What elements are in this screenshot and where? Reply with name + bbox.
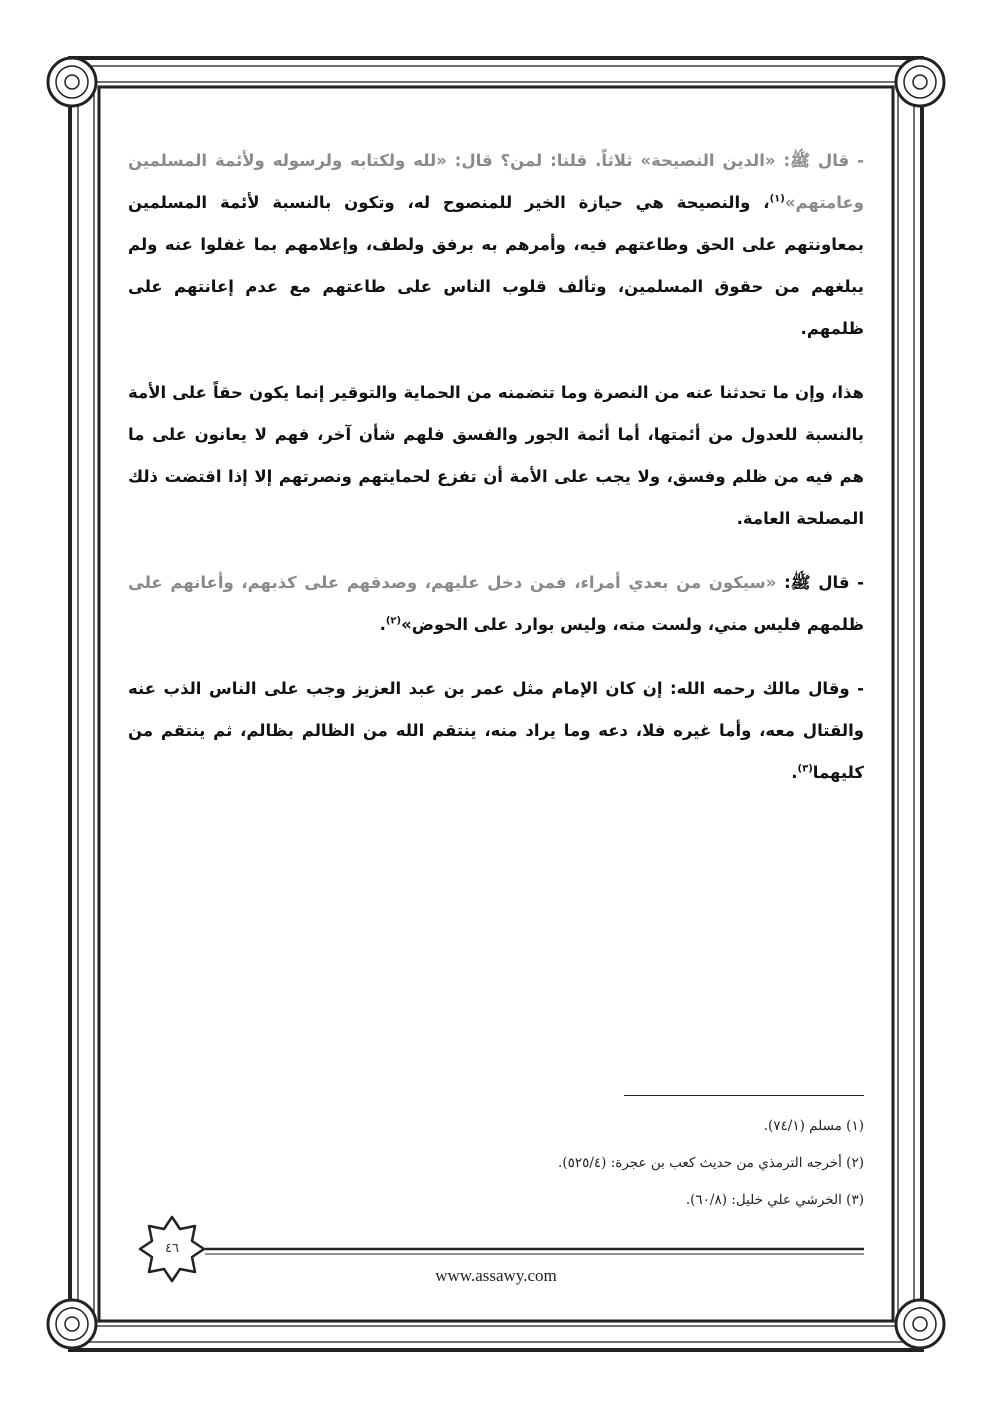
page-number: ٤٦: [165, 1241, 179, 1256]
corner-ornament-top-left: [48, 58, 96, 106]
period: .: [379, 615, 386, 634]
paragraph-text: هذا، وإن ما تحدثنا عنه من النصرة وما تتضمنه من الحماية والتوقير إنما يكون حقاً على الأمة بالنسبة للعدول من أئمتها، أما أئمة الجور والفسق فلهم شأن آخر، فهم لا يعانون على ما هم فيه من ظلم وفسق، ولا يجب على الأمة أن تفزع لحمايتهم ونصرتهم إلا إذا اقتضت ذلك المصلحة العامة.: [128, 383, 864, 528]
footnote-3: (٣) الخرشي علي خليل: (٦٠/٨).: [685, 1192, 864, 1208]
paragraph-malik: [128, 668, 864, 794]
hadith-text: - قال ﷺ: «الدين النصيحة» ثلاثاً. قلنا: لمن؟ قال: «لله ولكتابه ولرسوله ولأئمة المسلمين وعامتهم»: [128, 151, 864, 212]
paragraph-text: - وقال مالك رحمه الله: إن كان الإمام مثل عمر بن عبد العزيز وجب على الناس الذب عنه والقتال معه، وأما غيره فلا، دعه وما يراد منه، ينتقم الله من الظالم بظالم، ثم ينتقم من كليهما: [128, 679, 864, 782]
hadith-text-cont: ظلمهم فليس مني، ولست منه، وليس بوارد على الحوض»: [401, 615, 864, 634]
footnote-1: (١) مسلم (٧٤/١).: [763, 1118, 864, 1134]
hadith-text: «سيكون من بعدي أمراء، فمن دخل عليهم، وصدقهم على كذبهم، وأعانهم على: [128, 573, 785, 592]
main-text: [128, 140, 864, 816]
footnote-2: (٢) أخرجه الترمذي من حديث كعب بن عجرة: (٥٢٥/٤).: [558, 1155, 864, 1171]
corner-ornament-bottom-left: [48, 1300, 96, 1348]
paragraph-just-rulers: [128, 372, 864, 540]
website-url: www.assawy.com: [435, 1266, 557, 1285]
footnotes: [128, 1095, 864, 1219]
corner-ornament-bottom-right: [896, 1300, 944, 1348]
paragraph-text: ، والنصيحة هي حيازة الخير للمنصوح له، وتكون بالنسبة لأئمة المسلمين بمعاونتهم على الحق وطاعتهم فيه، وأمرهم به برفق ولطف، وإعلامهم بما غفلوا عنه ولم يبلغهم من حقوق المسلمين، وتألف قلوب الناس على طاعتهم مع عدم إعانتهم على ظلمهم.: [128, 193, 864, 338]
footnote-separator: [624, 1095, 864, 1096]
corner-ornament-top-right: [896, 58, 944, 106]
hadith-lead: - قال ﷺ:: [784, 573, 864, 592]
footnote-ref: (٣): [797, 763, 813, 775]
footnote-ref: (١): [769, 193, 785, 205]
paragraph-hadith-umara: [128, 562, 864, 646]
paragraph-hadith-naseeha: [128, 140, 864, 350]
footnote-ref: (٢): [385, 615, 402, 627]
period: .: [791, 763, 798, 782]
